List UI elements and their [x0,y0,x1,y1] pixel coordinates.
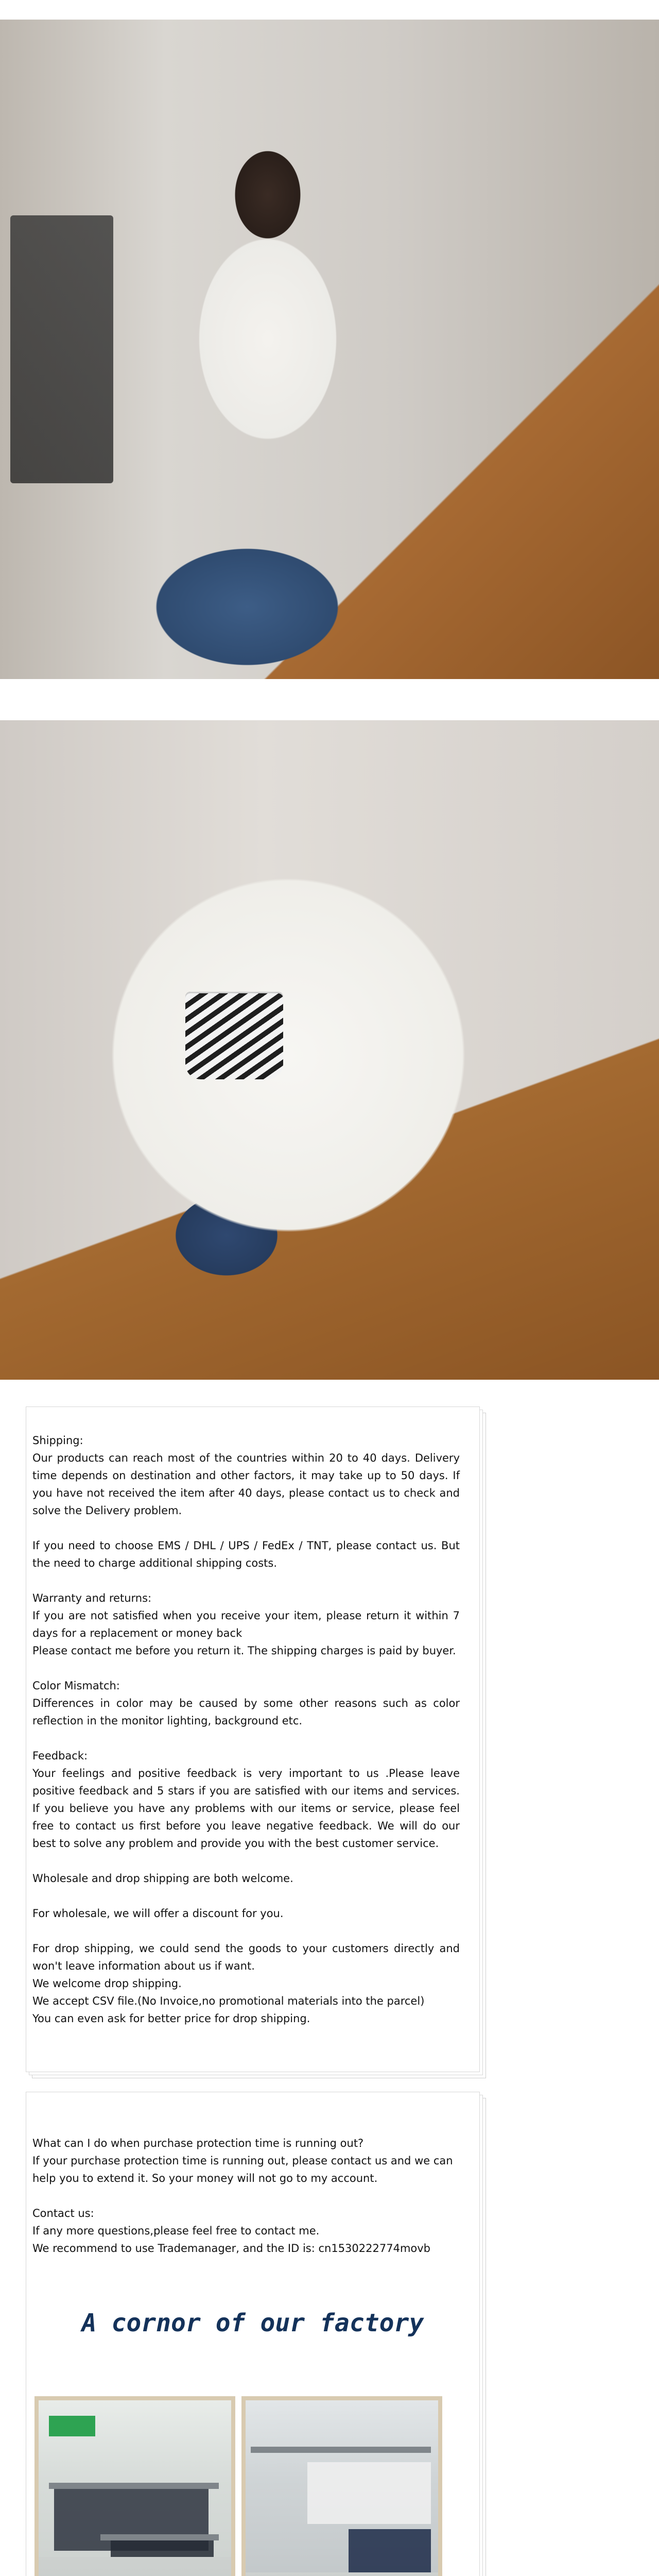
contact-factory-card [26,2092,480,2576]
feedback-paragraph: Your feelings and positive feedback is very important to us .Please leave positive feedback and 5 stars if you are satisfied with our items and services. If you believe you have any problems with our items or service, please feel free to contact us first before you leave negative feedback. We will do our best to solve any problem and provide you with the best customer service. [32,1767,460,1850]
warranty-paragraph-1: If you are not satisfied when you receive your item, please return it within 7 days for a replacement or money back [32,1609,460,1639]
drop-shipping-paragraph-1: For drop shipping, we could send the goods to your customers directly and won't leave information about us if want. [32,1942,460,1972]
color-heading: Color Mismatch: [32,1680,120,1692]
product-photo-2 [0,720,659,1380]
shipping-paragraph-1: Our products can reach most of the countries within 20 to 40 days. Delivery time depends on destination and other factors, it may take up to 50 days. If you have not received the item after 40 days, please contact us to check and solve the Delivery problem. [32,1452,460,1517]
feedback-heading: Feedback: [32,1750,88,1762]
striped-cup-image [185,992,283,1079]
store-policy-card [26,1406,480,2072]
drop-shipping-paragraph-4: You can even ask for better price for drop shipping. [32,2012,310,2025]
warranty-paragraph-2: Please contact me before you return it. The shipping charges is paid by buyer. [32,1645,456,1657]
exit-sign-image [49,2416,95,2436]
factory-title: A cornor of our factory [81,2309,424,2337]
factory-photo-right [241,2396,442,2576]
wholesale-paragraph-1: Wholesale and drop shipping are both welcome. [32,1872,293,1885]
warranty-heading: Warranty and returns: [32,1592,152,1604]
drop-shipping-paragraph-2: We welcome drop shipping. [32,1977,182,1990]
policy-text [32,1432,460,2027]
contact-heading: Contact us: [32,2207,94,2219]
contact-text [32,2134,465,2257]
protection-paragraph: If your purchase protection time is running out, please contact us and we can help you to extend it. So your money will not go to my account. [32,2155,453,2184]
contact-paragraph-2: We recommend to use Trademanager, and the ID is: cn1530222774movb [32,2242,431,2255]
shipping-heading: Shipping: [32,1434,83,1447]
drop-shipping-paragraph-3: We accept CSV file.(No Invoice,no promotional materials into the parcel) [32,1995,425,2007]
contact-paragraph-1: If any more questions,please feel free to contact me. [32,2225,320,2237]
chair-image [10,215,113,483]
shipping-paragraph-2: If you need to choose EMS / DHL / UPS / FedEx / TNT, please contact us. But the need to charge additional shipping costs. [32,1539,460,1569]
wholesale-paragraph-2: For wholesale, we will offer a discount for you. [32,1907,284,1920]
factory-photo-left [34,2396,235,2576]
protection-heading: What can I do when purchase protection time is running out? [32,2137,364,2149]
product-photo-1 [0,20,659,679]
color-paragraph: Differences in color may be caused by some other reasons such as color reflection in the monitor lighting, background etc. [32,1697,460,1727]
